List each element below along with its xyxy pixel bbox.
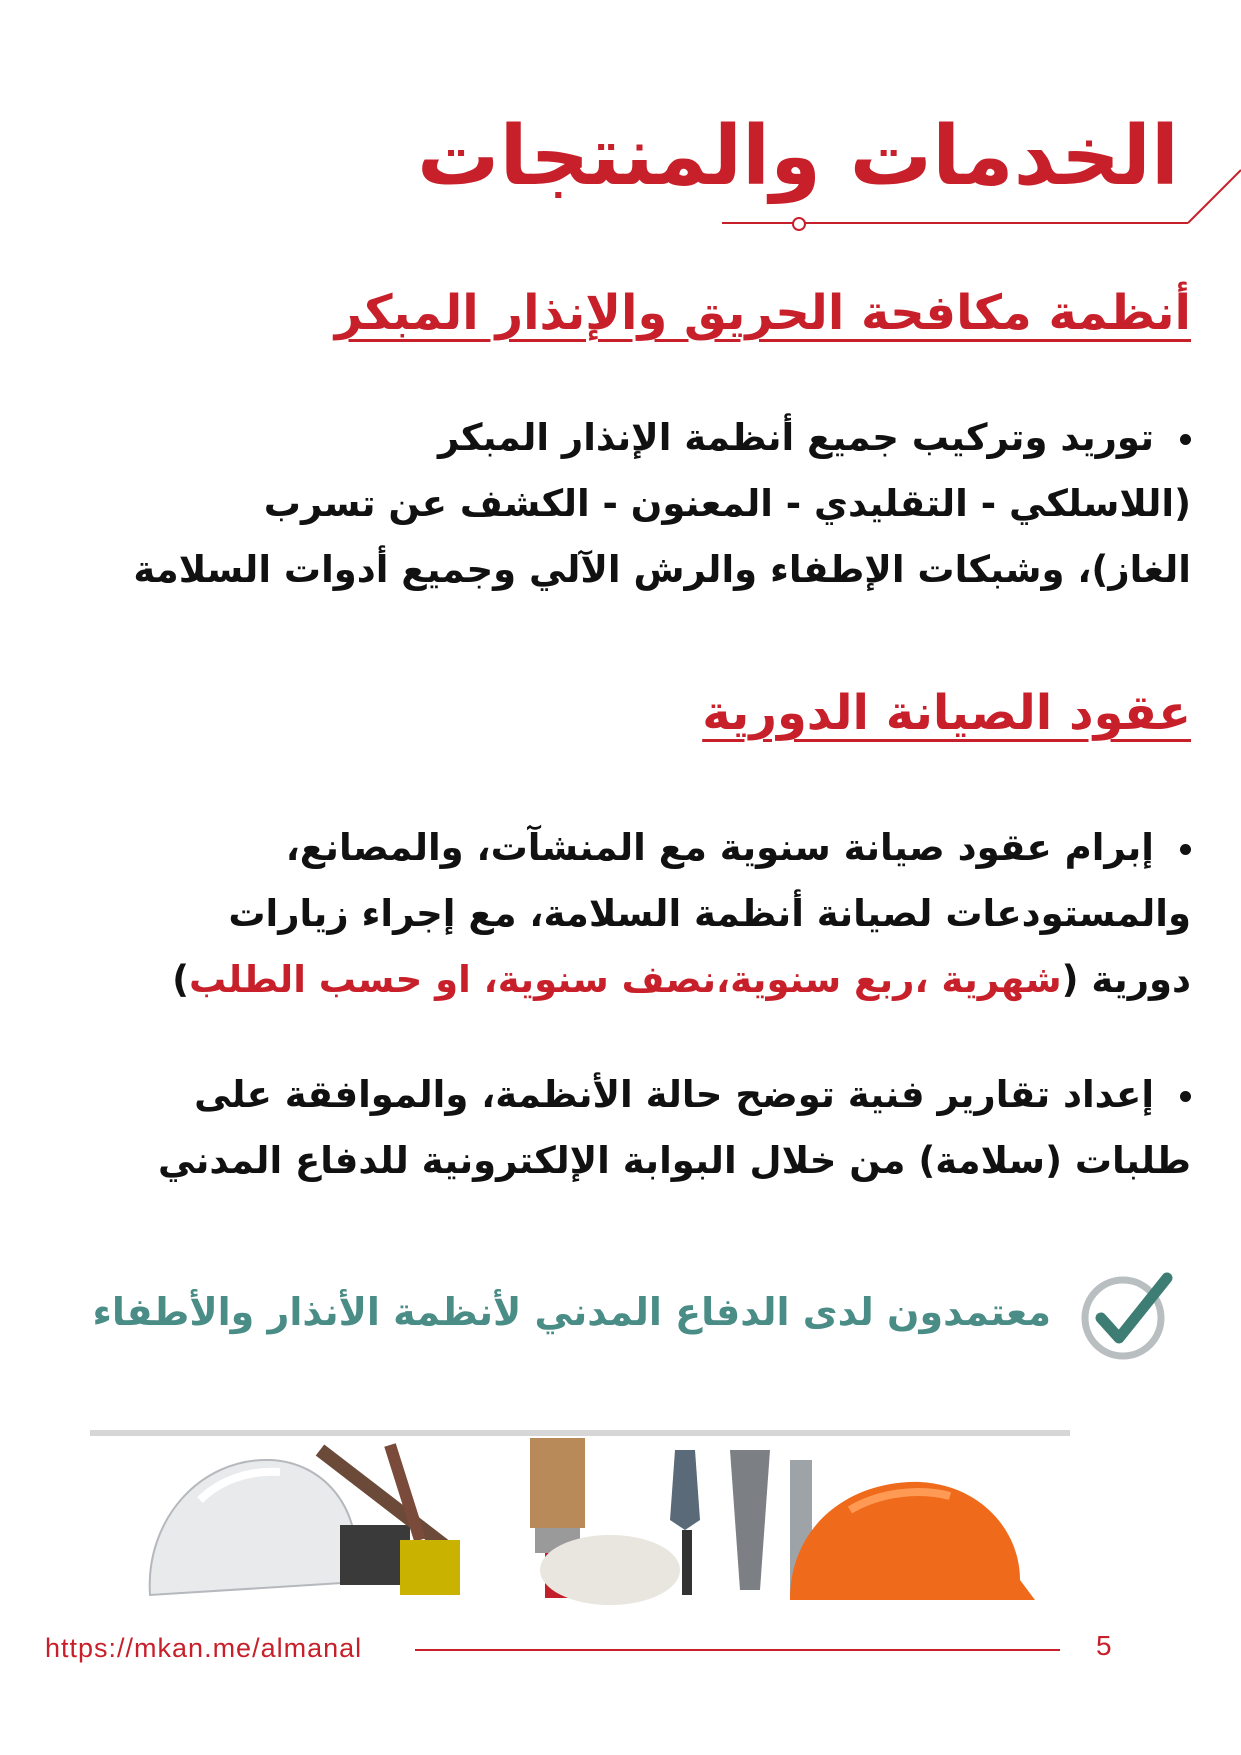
tools-banner-image <box>90 1430 1070 1605</box>
page-number: 5 <box>1096 1630 1112 1661</box>
bullet-technical-reports <box>158 1062 1191 1194</box>
section-heading-maintenance: عقود الصيانة الدورية <box>702 685 1191 741</box>
bullet-maintenance-contracts <box>172 815 1191 1013</box>
bullet-line: توريد وتركيب جميع أنظمة الإنذار المبكر <box>133 405 1191 471</box>
check-circle-icon <box>1079 1262 1179 1362</box>
section-heading-fire-systems: أنظمة مكافحة الحريق والإنذار المبكر <box>334 285 1191 341</box>
bullet-line: دورية (شهرية ،ربع سنوية،نصف سنوية، او حسب الطلب) <box>172 958 1191 1001</box>
bullet-line: إعداد تقارير فنية توضح حالة الأنظمة، والموافقة على <box>158 1062 1191 1128</box>
accreditation-row <box>93 1262 1180 1362</box>
page-title: الخدمات والمنتجات <box>417 109 1179 204</box>
bullet-fire-systems <box>133 405 1191 603</box>
bullet-line: إبرام عقود صيانة سنوية مع المنشآت، والمصانع، <box>172 815 1191 881</box>
accreditation-text: معتمدون لدى الدفاع المدني لأنظمة الأنذار والأطفاء <box>92 1290 1051 1334</box>
bullet-line: الغاز)، وشبكات الإطفاء والرش الآلي وجميع أدوات السلامة <box>133 548 1191 591</box>
bullet-line: طلبات (سلامة) من خلال البوابة الإلكترونية للدفاع المدني <box>158 1139 1191 1182</box>
bullet-line: (اللاسلكي - التقليدي - المعنون - الكشف عن تسرب <box>263 482 1191 525</box>
bullet-icon <box>1180 1091 1191 1102</box>
bullet-icon <box>1180 844 1191 855</box>
bullet-line: والمستودعات لصيانة أنظمة السلامة، مع إجراء زيارات <box>228 892 1191 935</box>
bullet-icon <box>1180 434 1191 445</box>
footer-divider <box>415 1649 1060 1651</box>
footer-url[interactable]: https://mkan.me/almanal <box>45 1633 363 1663</box>
visit-frequency-highlight: شهرية ،ربع سنوية،نصف سنوية، او حسب الطلب <box>188 958 1062 1001</box>
